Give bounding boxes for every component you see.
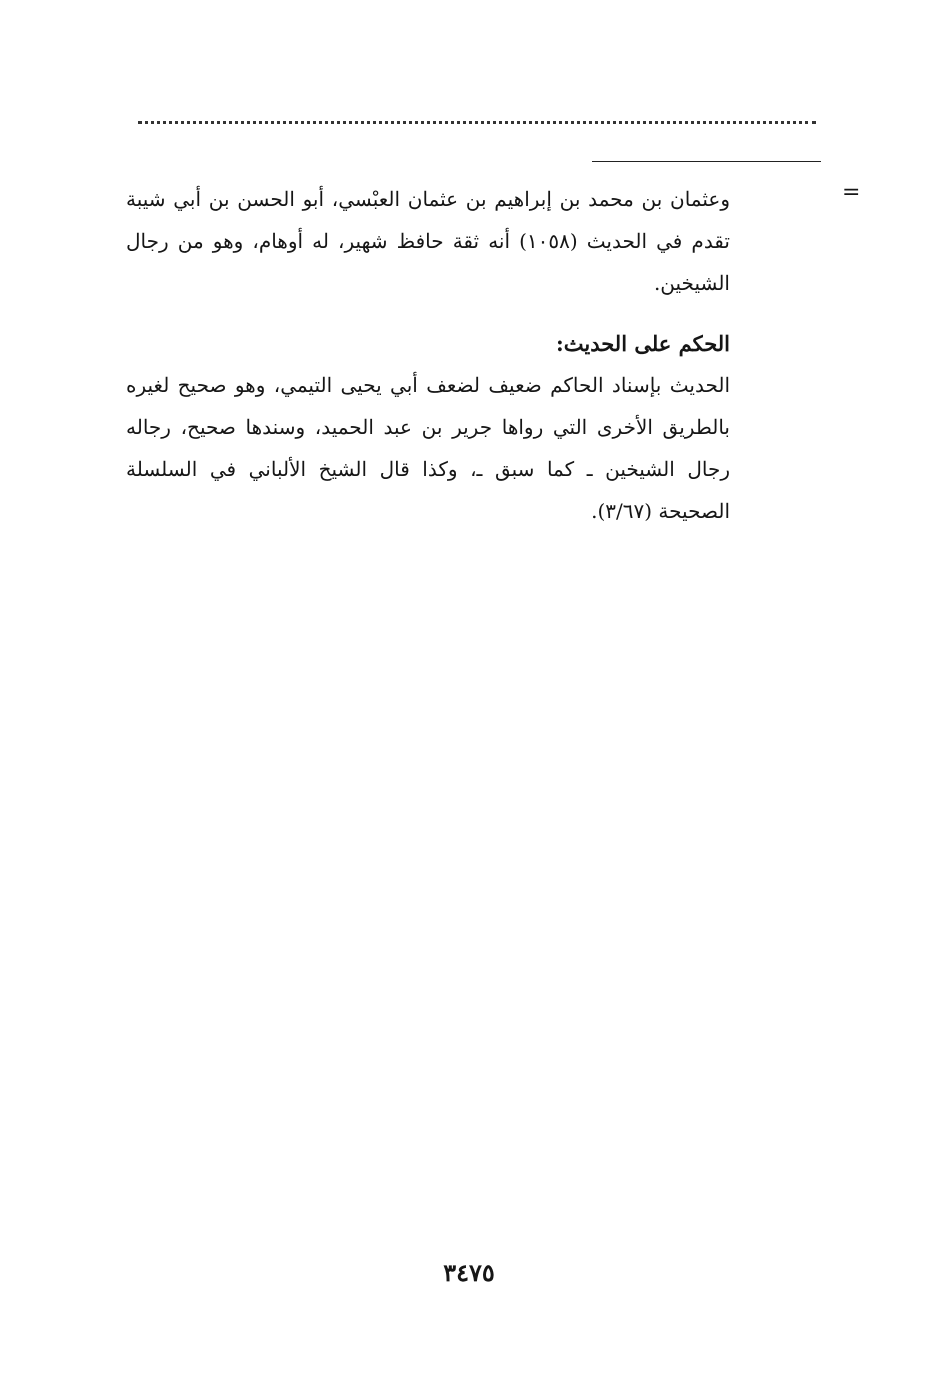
ruling-paragraph: الحديث بإسناد الحاكم ضعيف لضعف أبي يحيى التيمي، وهو صحيح لغيره بالطريق الأخرى التي رواها جرير بن عبد الحميد، وسندها صحيح، رجاله رجال الشيخين ـ كما سبق ـ، وكذا قال الشيخ الألباني في السلسلة الصحيحة (٣/٦٧). (126, 373, 730, 523)
footnote-paragraph: وعثمان بن محمد بن إبراهيم بن عثمان العبْسي، أبو الحسن بن أبي شيبة تقدم في الحديث (١٠٥٨) أنه ثقة حافظ شهير، له أوهام، وهو من رجال الشيخين. (126, 187, 730, 295)
footnote-separator (592, 161, 821, 162)
page-number: ٣٤٧٥ (443, 1258, 495, 1287)
section-heading: الحكم على الحديث: (556, 331, 730, 356)
dotted-separator (138, 121, 816, 124)
continuation-mark: = (842, 180, 861, 205)
page-body (126, 178, 730, 532)
